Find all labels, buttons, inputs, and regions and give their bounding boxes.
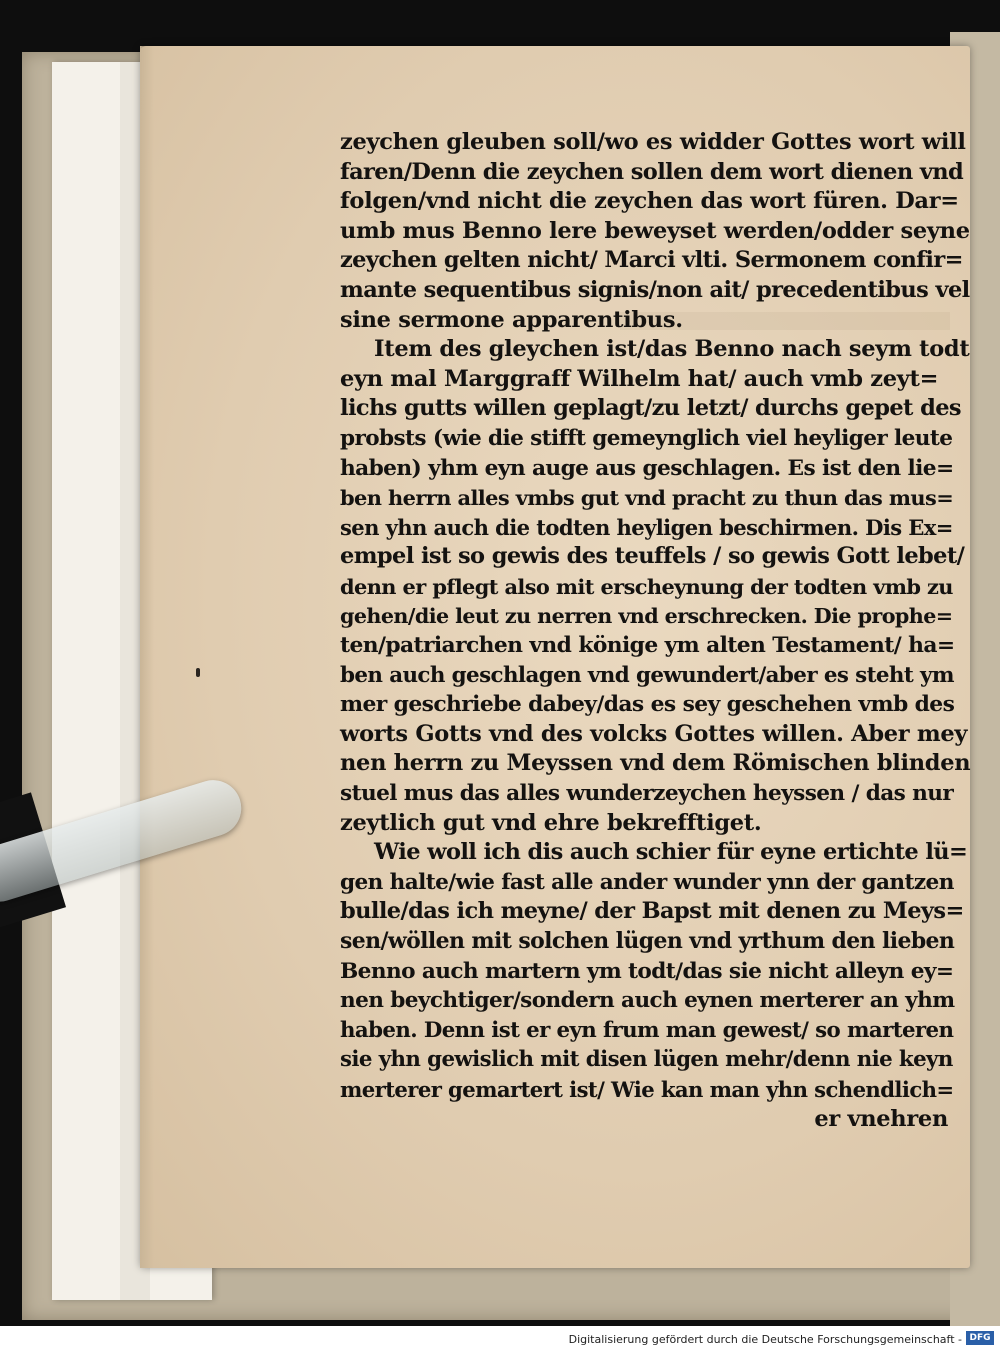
text-line: eyn mal Marggraff Wilhelm hat/ auch vmb zeyt=: [340, 365, 939, 392]
text-line: bulle/das ich meyne/ der Bapst mit denen zu Meys=: [340, 898, 964, 925]
text-line: gehen/die leut zu nerren vnd erschrecken. Die prophe=: [340, 603, 953, 628]
text-line: sen yhn auch die todten heyligen beschirmen. Dis Ex=: [340, 514, 953, 540]
catchword: er vnehren: [814, 1105, 948, 1132]
text-line: ten/patriarchen vnd könige ym alten Testament/ ha=: [340, 633, 955, 659]
text-line: denn er pflegt also mit erscheynung der todten vmb zu: [340, 573, 953, 599]
text-line: faren/Denn die zeychen sollen dem wort dienen vnd: [340, 158, 964, 185]
text-line: gen halte/wie fast alle ander wunder ynn der gantzen: [340, 869, 954, 895]
text-line: nen herrn zu Meyssen vnd dem Römischen blinden: [340, 750, 971, 777]
text-line: mante sequentibus signis/non ait/ precedentibus vel: [340, 276, 970, 303]
text-line: sine sermone apparentibus.: [340, 306, 683, 333]
text-line: nen beychtiger/sondern auch eynen merterer an yhm: [340, 988, 955, 1014]
text-line: ben auch geschlagen vnd gewundert/aber es steht ym: [340, 662, 954, 688]
text-line: empel ist so gewis des teuffels / so gewis Gott lebet/: [340, 543, 965, 570]
text-line: ben herrn alles vmbs gut vnd pracht zu thun das mus=: [340, 485, 954, 511]
text-line: zeychen gleuben soll/wo es widder Gottes wort will: [340, 129, 966, 155]
footer-credit: Digitalisierung gefördert durch die Deutsche Forschungsgemeinschaft -: [568, 1333, 962, 1346]
text-line: lichs gutts willen geplagt/zu letzt/ durchs gepet des: [340, 395, 961, 422]
text-line: Benno auch martern ym todt/das sie nicht alleyn ey=: [340, 958, 954, 984]
text-line: sen/wöllen mit solchen lügen vnd yrthum den lieben: [340, 928, 955, 955]
dfg-logo: DFG: [966, 1331, 994, 1345]
text-line: haben) yhm eyn auge aus geschlagen. Es ist den lie=: [340, 455, 954, 481]
page-text: [340, 128, 970, 1134]
text-line: zeytlich gut vnd ehre bekrefftiget.: [340, 809, 762, 836]
text-line: stuel mus das alles wunderzeychen heyssen / das nur: [340, 781, 954, 807]
page-gutter-shadow: [140, 46, 154, 1268]
text-line: mer geschriebe dabey/das es sey geschehen vmb des: [340, 691, 955, 718]
ink-spot: [196, 668, 200, 677]
text-line: zeychen gelten nicht/ Marci vlti. Sermonem confir=: [340, 247, 963, 274]
text-line: umb mus Benno lere beweyset werden/odder seyne: [340, 217, 970, 244]
paragraph-start: Wie woll ich dis auch schier für eyne ertichte lü=: [374, 839, 968, 866]
text-line: probsts (wie die stifft gemeynglich viel heyliger leute: [340, 425, 953, 451]
text-line: haben. Denn ist er eyn frum man gewest/ so marteren: [340, 1017, 954, 1043]
text-line: merterer gemartert ist/ Wie kan man yhn schendlich=: [340, 1077, 954, 1102]
paragraph-start: Item des gleychen ist/das Benno nach seym todt: [374, 336, 970, 363]
text-line: worts Gotts vnd des volcks Gottes willen. Aber mey: [340, 720, 968, 747]
text-line: sie yhn gewislich mit disen lügen mehr/denn nie keyn: [340, 1047, 953, 1073]
text-line: folgen/vnd nicht die zeychen das wort füren. Dar=: [340, 188, 959, 215]
